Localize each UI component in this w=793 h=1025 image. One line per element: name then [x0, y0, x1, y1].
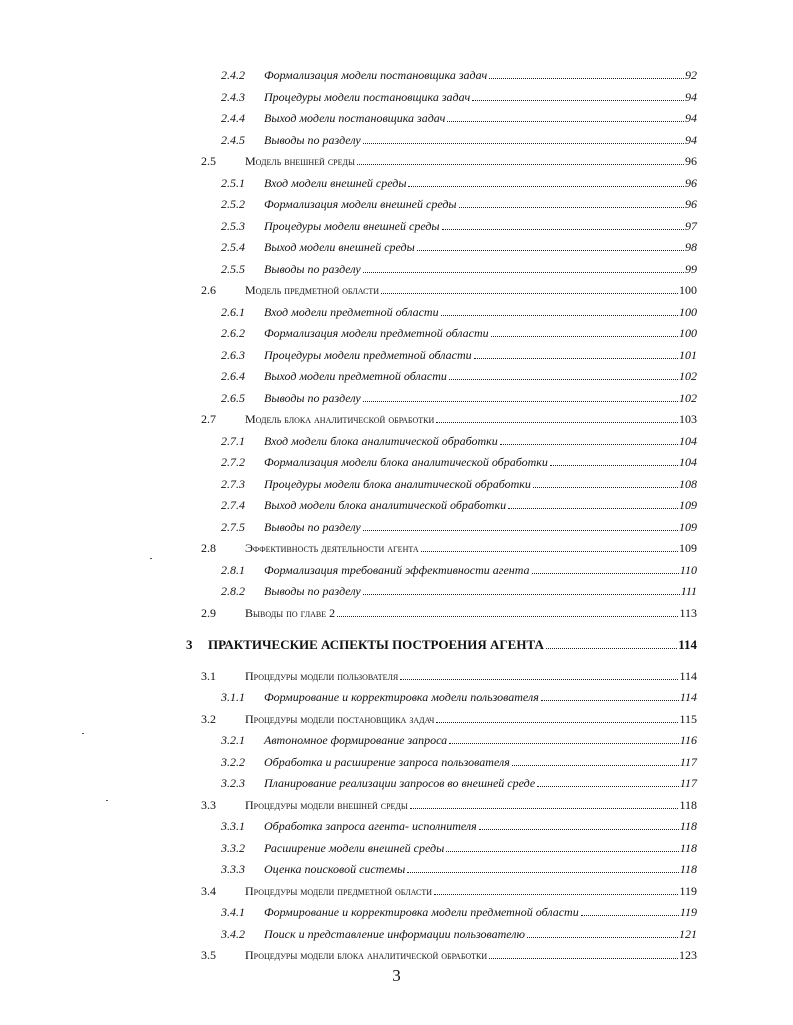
toc-entry	[0, 240, 793, 260]
toc-leader-dots	[532, 573, 679, 574]
toc-entry-title: Планирование реализации запросов во внешней среде	[264, 776, 536, 790]
toc-entry-title: Выход модели предметной области	[264, 369, 447, 383]
toc-entry-title: Выводы по разделу	[264, 584, 361, 598]
toc-leader-dots	[533, 487, 678, 488]
scan-speck	[150, 558, 152, 559]
toc-entry-title: Выход модели постановщика задач	[264, 111, 446, 125]
toc-entry-number: 3.3	[201, 797, 216, 812]
toc-entry	[0, 541, 793, 561]
toc-entry-page: 104	[679, 455, 697, 469]
toc-entry	[0, 733, 793, 753]
toc-entry-number: 2.7.1	[221, 433, 245, 448]
toc-entry-title: Процедуры модели внешней среды	[264, 218, 440, 233]
toc-entry-line	[245, 541, 697, 556]
toc-entry-title: Выводы по разделу	[264, 261, 361, 276]
toc-entry-number: 2.6.1	[221, 304, 245, 319]
toc-entry-page: 119	[679, 883, 697, 898]
toc-entry-line	[264, 520, 697, 535]
toc-entry-number: 2.5.5	[221, 261, 245, 276]
toc-leader-dots	[441, 315, 678, 316]
toc-entry-line	[245, 412, 697, 427]
toc-entry-number: 2.7.2	[221, 455, 245, 469]
toc-entry-title: Формализация требований эффективности агента	[264, 562, 530, 577]
toc-leader-dots	[408, 186, 684, 187]
toc-entry-number: 2.7.3	[221, 476, 245, 491]
toc-entry-line	[245, 154, 697, 169]
toc-leader-dots	[474, 358, 678, 359]
toc-entry-number: 2.5.2	[221, 197, 245, 211]
toc-entry-number: 2.6.2	[221, 326, 245, 340]
toc-entry-line	[264, 841, 697, 856]
toc-entry	[0, 927, 793, 947]
toc-entry-page: 109	[679, 498, 697, 512]
toc-leader-dots	[446, 851, 679, 852]
toc-entry-title: Выводы по разделу	[264, 132, 361, 147]
toc-entry-page: 108	[679, 476, 697, 491]
toc-entry	[0, 369, 793, 389]
toc-entry	[0, 905, 793, 925]
toc-entry-line	[264, 348, 697, 363]
toc-entry-line	[264, 326, 697, 341]
toc-leader-dots	[357, 164, 684, 165]
toc-entry-number: 2.6.3	[221, 347, 245, 362]
toc-leader-dots	[546, 648, 677, 649]
toc-leader-dots	[436, 722, 678, 723]
toc-entry-line	[264, 219, 697, 234]
toc-entry-line	[264, 197, 697, 212]
toc-entry-title: Процедуры модели предметной области	[264, 347, 472, 362]
toc-entry	[0, 262, 793, 282]
toc-entry	[0, 68, 793, 88]
toc-entry-line	[264, 477, 697, 492]
toc-entry	[0, 798, 793, 818]
toc-leader-dots	[447, 121, 684, 122]
toc-leader-dots	[500, 444, 678, 445]
toc-entry-number: 3.3.1	[221, 819, 245, 833]
toc-entry-line	[264, 905, 697, 920]
toc-entry-number: 2.7	[201, 412, 216, 426]
toc-entry	[0, 755, 793, 775]
toc-entry-title: Формализация модели блока аналитической обработки	[264, 455, 548, 469]
toc-entry	[0, 884, 793, 904]
toc-entry-title: Автономное формирование запроса	[264, 733, 448, 747]
toc-entry-page: 100	[679, 283, 697, 297]
toc-entry-page: 114	[679, 668, 697, 683]
toc-entry-page: 118	[679, 819, 697, 833]
toc-entry-line	[264, 862, 697, 877]
toc-entry	[0, 133, 793, 153]
toc-entry-title: Выводы по разделу	[264, 390, 361, 405]
toc-entry-number: 2.6	[201, 283, 216, 297]
toc-entry-title: Формализация модели внешней среды	[264, 197, 457, 211]
toc-entry-line	[264, 733, 697, 748]
toc-entry-line	[245, 948, 697, 963]
toc-leader-dots	[537, 786, 679, 787]
toc-entry-page: 96	[685, 197, 697, 211]
toc-entry	[0, 520, 793, 540]
toc-entry-page: 110	[679, 562, 697, 577]
toc-entry-number: 2.4.2	[221, 68, 245, 82]
toc-entry-page: 121	[679, 926, 697, 941]
toc-entry-title: Модель блока аналитической обработки	[245, 412, 435, 426]
toc-entry-line	[264, 369, 697, 384]
toc-entry-number: 2.6.5	[221, 390, 245, 405]
toc-entry-number: 2.5.1	[221, 175, 245, 190]
toc-entry	[0, 498, 793, 518]
toc-entry-number: 2.9	[201, 605, 216, 620]
toc-entry-page: 118	[679, 797, 697, 812]
toc-entry-number: 2.8.2	[221, 584, 245, 598]
toc-entry-title: Формирование и корректировка модели пользователя	[264, 690, 539, 704]
toc-leader-dots	[410, 808, 679, 809]
toc-entry-page: 96	[685, 154, 697, 168]
toc-leader-dots	[581, 915, 679, 916]
toc-entry-number: 2.4.3	[221, 89, 245, 104]
toc-leader-dots	[512, 765, 679, 766]
toc-entry-line	[245, 606, 697, 621]
toc-entry-number: 3.2.3	[221, 776, 245, 790]
toc-entry-page: 98	[685, 240, 697, 254]
toc-entry-line	[264, 584, 697, 599]
toc-entry-number: 3.1.1	[221, 690, 245, 704]
toc-entry-page: 117	[679, 776, 697, 790]
toc-entry	[0, 434, 793, 454]
toc-entry-title: Процедуры модели постановщика задач	[245, 711, 435, 726]
toc-entry-line	[208, 637, 697, 653]
toc-leader-dots	[479, 829, 679, 830]
toc-entry-title: Эффективность деятельности агента	[245, 541, 419, 555]
toc-entry	[0, 690, 793, 710]
toc-entry-number: 2.8	[201, 541, 216, 555]
toc-entry-line	[264, 111, 697, 126]
toc-entry-number: 2.4.4	[221, 111, 245, 125]
toc-entry	[0, 391, 793, 411]
toc-entry-number: 3	[186, 637, 193, 652]
toc-entry-title: ПРАКТИЧЕСКИЕ АСПЕКТЫ ПОСТРОЕНИЯ АГЕНТА	[208, 637, 544, 652]
toc-entry	[0, 154, 793, 174]
toc-entry-title: Вход модели блока аналитической обработки	[264, 433, 498, 448]
toc-entry-title: Процедуры модели постановщика задач	[264, 89, 471, 104]
toc-entry-title: Выход модели блока аналитической обработки	[264, 498, 507, 512]
toc-entry-line	[264, 305, 697, 320]
toc-entry-line	[264, 819, 697, 834]
toc-leader-dots	[434, 894, 678, 895]
toc-leader-dots	[491, 336, 678, 337]
toc-entry-page: 114	[678, 637, 697, 652]
toc-entry-line	[245, 884, 697, 899]
toc-entry-page: 109	[679, 519, 697, 534]
toc-entry-number: 2.8.1	[221, 562, 245, 577]
toc-entry-page: 94	[685, 89, 697, 104]
toc-entry-title: Процедуры модели блока аналитической обработки	[264, 476, 531, 491]
page-number: 3	[392, 966, 401, 985]
toc-entry-page: 117	[679, 754, 697, 769]
toc-leader-dots	[337, 616, 678, 617]
toc-entry-title: Процедуры модели предметной области	[245, 883, 432, 898]
toc-leader-dots	[363, 401, 678, 402]
toc-entry-title: Вход модели внешней среды	[264, 175, 407, 190]
toc-entry-title: Процедуры модели внешней среды	[245, 797, 408, 812]
toc-entry-title: Формирование и корректировка модели предметной области	[264, 905, 579, 919]
toc-entry-line	[264, 776, 697, 791]
toc-entry-number: 3.5	[201, 948, 216, 962]
toc-entry-number: 2.5.3	[221, 218, 245, 233]
toc-entry-line	[264, 563, 697, 578]
toc-entry-title: Выводы по главе 2	[245, 605, 336, 620]
toc-entry	[0, 412, 793, 432]
toc-entry	[0, 776, 793, 796]
toc-entry-page: 101	[679, 347, 697, 362]
toc-entry-page: 94	[685, 132, 697, 147]
toc-entry-page: 116	[679, 733, 697, 747]
toc-entry-title: Поиск и представление информации пользователю	[264, 926, 525, 941]
toc-leader-dots	[363, 272, 684, 273]
toc-entry-number: 3.4.2	[221, 926, 245, 941]
toc-entry-title: Обработка и расширение запроса пользователя	[264, 754, 510, 769]
toc-leader-dots	[550, 465, 678, 466]
toc-entry	[0, 90, 793, 110]
toc-entry-title: Расширение модели внешней среды	[264, 840, 445, 855]
toc-entry-line	[264, 90, 697, 105]
toc-entry-line	[264, 176, 697, 191]
toc-entry-line	[264, 455, 697, 470]
toc-entry-page: 99	[685, 261, 697, 276]
toc-leader-dots	[363, 594, 680, 595]
toc-entry	[0, 819, 793, 839]
toc-leader-dots	[489, 78, 684, 79]
toc-entry-number: 3.1	[201, 668, 216, 683]
toc-entry-title: Модель внешней среды	[245, 154, 355, 168]
toc-entry-title: Вход модели предметной области	[264, 304, 439, 319]
toc-leader-dots	[472, 100, 684, 101]
toc-entry-line	[245, 712, 697, 727]
toc-entry-page: 100	[679, 304, 697, 319]
toc-entry-number: 3.2.1	[221, 733, 245, 747]
toc-leader-dots	[541, 700, 679, 701]
toc-entry-line	[264, 434, 697, 449]
toc-entry-page: 123	[679, 948, 697, 962]
toc-leader-dots	[489, 958, 678, 959]
toc-entry-line	[264, 755, 697, 770]
toc-entry-page: 118	[679, 862, 697, 876]
toc-entry-title: Процедуры модели пользователя	[245, 668, 399, 683]
toc-entry	[0, 584, 793, 604]
toc-entry-line	[245, 283, 697, 298]
toc-entry-line	[245, 798, 697, 813]
toc-entry	[0, 841, 793, 861]
toc-entry	[0, 283, 793, 303]
toc-entry-title: Выводы по разделу	[264, 519, 361, 534]
toc-entry	[0, 219, 793, 239]
toc-entry	[0, 176, 793, 196]
toc-entry	[0, 111, 793, 131]
toc-entry-page: 96	[685, 175, 697, 190]
toc-leader-dots	[400, 679, 678, 680]
toc-entry-line	[264, 133, 697, 148]
toc-leader-dots	[363, 530, 678, 531]
toc-entry-page: 100	[679, 326, 697, 340]
toc-entry-title: Обработка запроса агента- исполнителя	[264, 819, 477, 833]
toc-entry	[0, 455, 793, 475]
toc-entry	[0, 637, 793, 657]
scan-speck	[82, 733, 84, 734]
toc-entry-page: 115	[679, 711, 697, 726]
toc-entry-line	[264, 68, 697, 83]
toc-entry	[0, 606, 793, 626]
toc-entry-page: 113	[679, 605, 697, 620]
toc-entry-line	[245, 669, 697, 684]
toc-leader-dots	[442, 229, 684, 230]
toc-entry-line	[264, 690, 697, 705]
toc-entry-page: 103	[679, 412, 697, 426]
toc-leader-dots	[527, 937, 678, 938]
toc-entry	[0, 669, 793, 689]
toc-entry-line	[264, 240, 697, 255]
toc-entry-line	[264, 927, 697, 942]
toc-entry	[0, 477, 793, 497]
toc-leader-dots	[407, 872, 679, 873]
toc-entry	[0, 563, 793, 583]
toc-entry-number: 3.4	[201, 883, 216, 898]
toc-leader-dots	[459, 207, 684, 208]
toc-entry-number: 2.7.5	[221, 519, 245, 534]
toc-entry-number: 2.4.5	[221, 132, 245, 147]
toc-entry-page: 97	[685, 218, 697, 233]
toc-leader-dots	[508, 508, 678, 509]
toc-entry-page: 114	[679, 690, 697, 704]
toc-entry-number: 2.7.4	[221, 498, 245, 512]
toc-entry	[0, 712, 793, 732]
toc-entry-page: 102	[679, 390, 697, 405]
toc-entry-page: 94	[685, 111, 697, 125]
toc-entry	[0, 948, 793, 968]
toc-entry-title: Формализация модели постановщика задач	[264, 68, 488, 82]
toc-entry-title: Оценка поисковой системы	[264, 862, 406, 876]
toc-entry-title: Формализация модели предметной области	[264, 326, 489, 340]
toc-entry-title: Выход модели внешней среды	[264, 240, 415, 254]
toc-entry-page: 104	[679, 433, 697, 448]
toc-leader-dots	[363, 143, 684, 144]
toc-entry	[0, 348, 793, 368]
toc-entry-number: 3.3.2	[221, 840, 245, 855]
toc-leader-dots	[449, 743, 679, 744]
toc-entry-number: 3.3.3	[221, 862, 245, 876]
toc-entry-title: Процедуры модели блока аналитической обработки	[245, 948, 488, 962]
toc-entry-number: 2.6.4	[221, 369, 245, 383]
toc-entry-title: Модель предметной области	[245, 283, 380, 297]
toc-entry-number: 2.5	[201, 154, 216, 168]
toc-entry-page: 119	[679, 905, 697, 919]
toc-entry-line	[264, 391, 697, 406]
toc-entry	[0, 326, 793, 346]
toc-entry-number: 3.4.1	[221, 905, 245, 919]
scan-speck	[106, 800, 108, 801]
toc-entry-line	[264, 262, 697, 277]
toc-leader-dots	[449, 379, 678, 380]
toc-entry-number: 3.2.2	[221, 754, 245, 769]
toc-entry-page: 111	[680, 584, 697, 598]
toc-leader-dots	[421, 551, 678, 552]
toc-leader-dots	[436, 422, 678, 423]
toc-leader-dots	[417, 250, 684, 251]
toc-entry-page: 109	[679, 541, 697, 555]
toc-entry	[0, 862, 793, 882]
toc-entry	[0, 305, 793, 325]
toc-entry-number: 3.2	[201, 711, 216, 726]
toc-entry-page: 92	[685, 68, 697, 82]
toc-entry-line	[264, 498, 697, 513]
toc-leader-dots	[381, 293, 678, 294]
toc-entry-number: 2.5.4	[221, 240, 245, 254]
toc-entry	[0, 197, 793, 217]
toc-entry-page: 102	[679, 369, 697, 383]
toc-entry-page: 118	[679, 840, 697, 855]
